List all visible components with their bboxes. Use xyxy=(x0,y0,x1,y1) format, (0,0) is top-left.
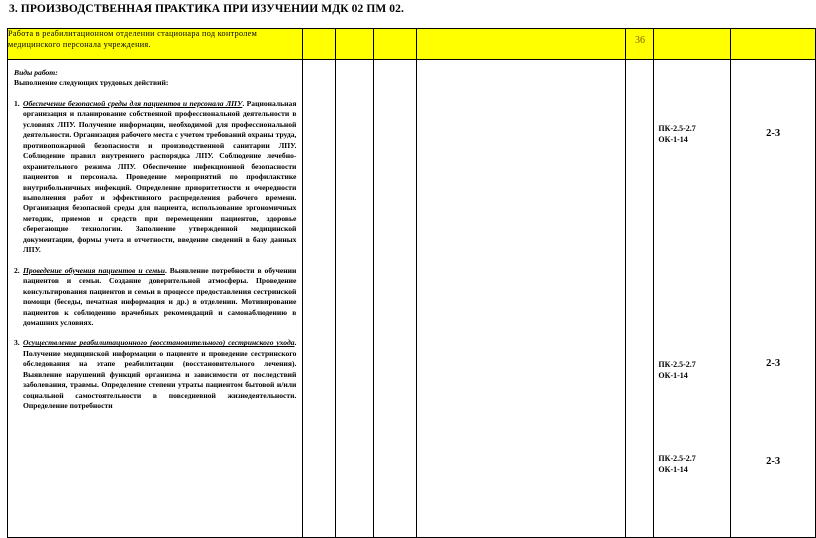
practice-table xyxy=(7,28,816,538)
section-header-row xyxy=(8,29,816,60)
work-item-title: Проведение обучения пациентов и семьи xyxy=(23,265,165,275)
work-types-label: Виды работ: xyxy=(14,68,58,77)
mastery-level: 2-3 xyxy=(766,128,781,139)
competency-codes: ПК-2.5-2.7 ОК-1-14 xyxy=(658,124,696,144)
work-item-title: Обеспечение безопасной среды для пациентов и персонала ЛПУ xyxy=(23,98,243,108)
empty-cell xyxy=(303,29,336,60)
work-item xyxy=(14,99,296,256)
work-item-number: 1. xyxy=(14,98,20,108)
empty-cell xyxy=(731,29,816,60)
work-types-lead: Выполнение следующих трудовых действий: xyxy=(14,78,169,88)
work-item-number: 3. xyxy=(14,338,20,348)
mastery-level-cell xyxy=(731,60,816,538)
work-item-number: 2. xyxy=(14,265,20,275)
empty-cell xyxy=(336,60,374,538)
work-content-row xyxy=(8,60,816,538)
practice-heading: 3. ПРОИЗВОДСТВЕННАЯ ПРАКТИКА ПРИ ИЗУЧЕНИИ МДК 02 ПМ 02. xyxy=(9,3,404,15)
empty-cell xyxy=(374,60,417,538)
work-types-cell xyxy=(8,60,303,538)
empty-cell xyxy=(417,29,626,60)
empty-cell xyxy=(654,29,731,60)
section-hours: 36 xyxy=(626,29,654,60)
competencies-cell xyxy=(654,60,731,538)
mastery-level: 2-3 xyxy=(766,456,781,467)
competency-codes: ПК-2.5-2.7 ОК-1-14 xyxy=(658,454,696,474)
work-item-text: . Выявление потребности в обучении пациентов и семьи. Создание доверительной атмосферы. Проведение консультирования пациентов и семьи в процессе предоставления сестринской помощи (беседы, печатная информация и др.) в отделении. Мотивирование пациентов к соблюдению врачебных рекомендаций и самонаблюдению в домашних условиях. xyxy=(23,265,297,327)
empty-cell xyxy=(417,60,626,538)
empty-cell xyxy=(303,60,336,538)
work-item xyxy=(14,266,296,329)
competency-codes: ПК-2.5-2.7 ОК-1-14 xyxy=(658,360,696,380)
work-item-title: Осуществление реабилитационного (восстановительного) сестринского ухода xyxy=(23,338,295,348)
section-title: Работа в реабилитационном отделении стационара под контролем медицинского персонала учреждения. xyxy=(8,29,303,60)
work-item xyxy=(14,338,296,411)
empty-cell xyxy=(626,60,654,538)
work-item-text: . Получение медицинской информации о пациенте и проведение сестринского обследования на этапе реабилитации (восстановительного лечения). Выявление нарушений функций организма и зависимости от последствий заболевания, травмы. Определение степени утраты пациентом бытовой и/или социальной самостоятельности в повседневной жизнедеятельности. Определение потребности xyxy=(23,338,297,411)
empty-cell xyxy=(336,29,374,60)
empty-cell xyxy=(374,29,417,60)
work-item-text: . Рациональная организация и планирование собственной профессиональной деятельности в условиях ЛПУ. Получение информации, необходимой для профессиональной деятельности. Организация рабочего места с учетом требований охраны труда, противопожарной безопасности и производственной санитарии ЛПУ. Соблюдение правил внутреннего распорядка ЛПУ. Соблюдение лечебно-охранительного режима ЛПУ. Обеспечение инфекционной безопасности пациентов и персонала. Проведение мероприятий по профилактике внутрибольничных инфекций. Определение приоритетности и очередности выполнения работ и эффективного распределения рабочего времени. Организация безопасной среды для пациента, использование эргономичных методик, приемов и средств при перемещении пациентов, здоровье сберегающие технологии. Заполнение утвержденной медицинской документации, формы учета и отчетности, введение сведений в базу данных ЛПУ. xyxy=(23,98,297,255)
mastery-level: 2-3 xyxy=(766,358,781,369)
